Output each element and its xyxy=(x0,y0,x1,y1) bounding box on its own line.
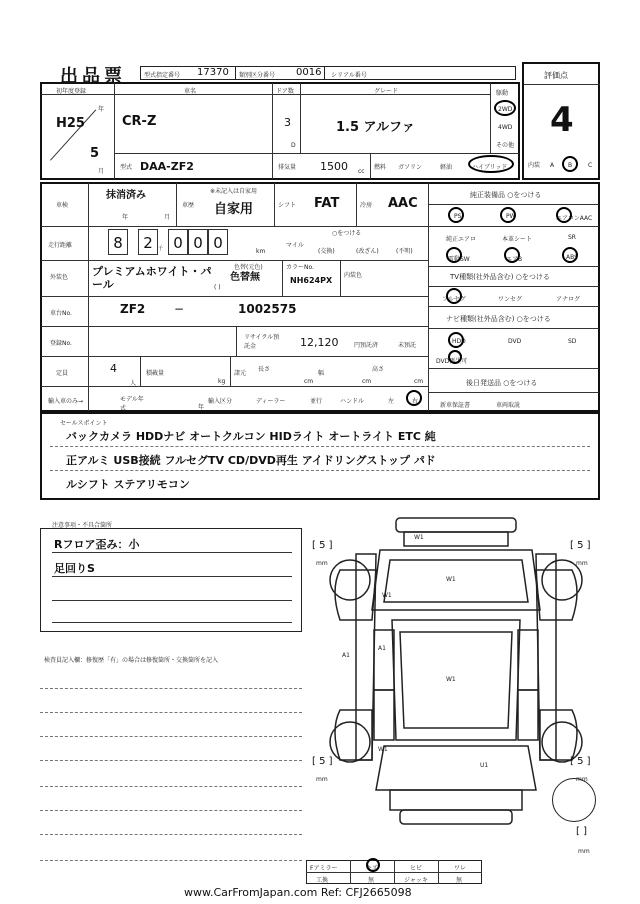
damage-mark: W1 xyxy=(446,576,456,583)
score-label: 評価点 xyxy=(544,71,568,80)
damage-mark: W1 xyxy=(414,534,424,541)
serial-box: シリアル番号 xyxy=(324,66,516,80)
drive-2wd-circle xyxy=(494,100,516,116)
chassis-prefix: ZF2 xyxy=(120,302,146,316)
tread-rl: [ 5 ] xyxy=(312,756,333,767)
capacity-value: 4 xyxy=(110,362,117,375)
fuel-hybrid: ハイブリッド xyxy=(472,164,508,171)
car-name-label: 車名 xyxy=(184,88,197,95)
mileage-digit: 0 xyxy=(188,229,208,255)
model-value: DAA-ZF2 xyxy=(140,160,194,173)
car-name: CR-Z xyxy=(122,114,157,129)
fuel-hybrid-circle xyxy=(468,155,514,173)
recycle-value: 12,120 xyxy=(300,336,339,349)
damage-mark: A1 xyxy=(342,652,350,659)
first-reg-month: 5 xyxy=(90,146,100,161)
handle-right-circle xyxy=(406,390,422,406)
ac-value: AAC xyxy=(388,196,418,211)
tv-fullseg: フルセグ xyxy=(442,296,466,303)
grade-label: グレード xyxy=(374,88,399,95)
ruibetsu-value: 0016 xyxy=(296,67,322,78)
mileage-digit: 0 xyxy=(208,229,228,255)
damage-mark: A1 xyxy=(378,645,386,652)
colorno-value: NH624PX xyxy=(290,276,333,285)
sales-line: ルシフト ステアリモコン xyxy=(66,478,190,491)
sales-line: 正アルミ USB接続 フルセグTV CD/DVD再生 アイドリングストップ パド xyxy=(66,454,436,467)
handle-right: 右 xyxy=(412,398,419,405)
tread-spare: [ ] xyxy=(576,826,587,837)
doors-label: ドア数 xyxy=(276,88,294,95)
notes-label: 注意事項・不具合箇所 xyxy=(52,522,113,529)
shaken-value: 抹消済み xyxy=(106,190,146,201)
mileage-digit: 8 xyxy=(108,229,128,255)
damage-mark: W1 xyxy=(382,592,392,599)
navi-hdd: HDD xyxy=(452,338,466,345)
note-line: Rフロア歪み：小 xyxy=(54,538,140,551)
watermark: www.CarFromJapan.com Ref: CFJ2665098 xyxy=(184,886,412,899)
mileage-digit: 2 xyxy=(138,229,158,255)
equip-ac: エアコンAAC xyxy=(556,215,593,222)
tread-fr: [ 5 ] xyxy=(570,540,591,551)
drive-2wd: 2WD xyxy=(498,106,513,113)
spare-tire xyxy=(552,778,596,822)
dvd-playable: DVD再生可 xyxy=(436,358,468,365)
inspector-label: 検査員記入欄：修復歴「有」の場合は修復箇所・交換箇所を記入 xyxy=(44,657,219,664)
shift-value: FAT xyxy=(314,196,340,211)
tread-rr: [ 5 ] xyxy=(570,756,591,767)
katashiki-box: 型式指定番号 17370 xyxy=(140,66,236,80)
katashiki-value: 17370 xyxy=(197,67,229,78)
mileage-digit: 0 xyxy=(168,229,188,255)
mileage-digits: 8 2 千 0 0 0 xyxy=(108,229,228,255)
displacement-value: 1500 xyxy=(320,160,348,173)
damage-mark: W1 xyxy=(446,676,456,683)
color-value: プレミアムホワイト・パール xyxy=(92,265,212,291)
damage-mark: U1 xyxy=(480,762,489,769)
equip-abs: ABS xyxy=(566,254,578,261)
doors-value: 3 xyxy=(284,116,291,129)
equip-ps: PS xyxy=(454,213,462,220)
equip-pw: PW xyxy=(506,213,516,220)
usage-value: 自家用 xyxy=(214,202,254,217)
first-reg-year: H25 xyxy=(56,116,85,131)
grade-value: 1.5 アルファ xyxy=(336,120,415,135)
equip-airbag: エアB xyxy=(506,256,523,263)
equipment-title: 純正装備品 ○をつける xyxy=(470,191,542,199)
tread-fl: [ 5 ] xyxy=(312,540,333,551)
interior-b-circle xyxy=(562,156,578,172)
score-value: 4 xyxy=(550,100,574,140)
damage-mark: W1 xyxy=(378,746,388,753)
note-line: 足回りS xyxy=(54,562,95,575)
page-title: 出品票 xyxy=(60,66,126,87)
color-change-value: 色替無 xyxy=(230,272,260,283)
chassis-number: 1002575 xyxy=(238,302,297,316)
sales-line: バックカメラ HDDナビ オートクルコン HIDライト オートライト ETC 純 xyxy=(66,430,436,443)
ruibetsu-box: 類別区分番号 0016 xyxy=(235,66,325,80)
equip-psw: 電動SW xyxy=(448,256,470,263)
interior-b: B xyxy=(568,162,573,169)
first-reg-label: 初年度登録 xyxy=(56,88,87,95)
